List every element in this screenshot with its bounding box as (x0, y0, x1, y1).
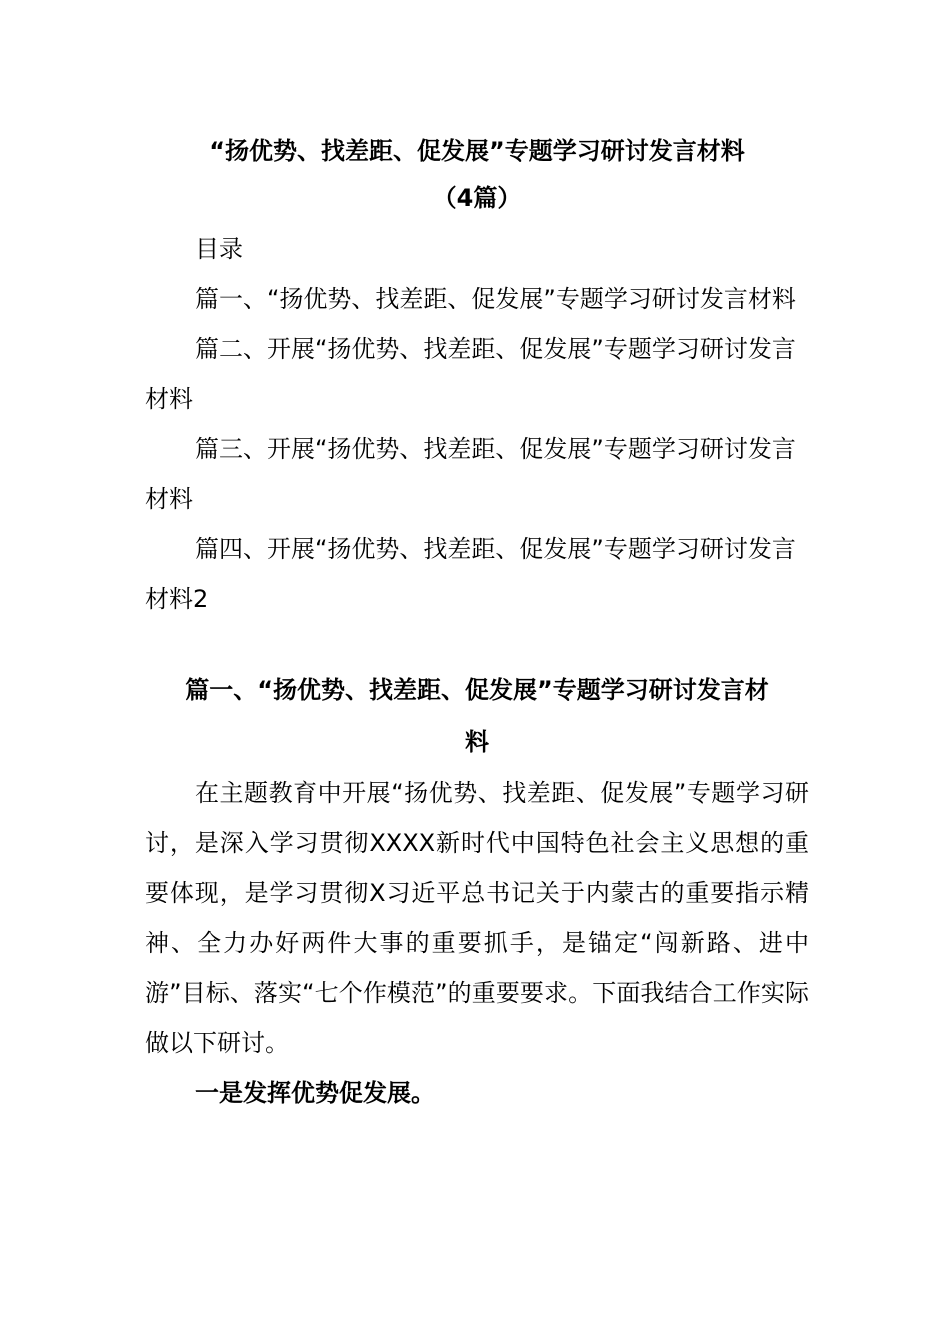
document-title-line1: “扬优势、找差距、促发展”专题学习研讨发言材料 (209, 137, 745, 165)
toc-item-2: 篇二、开展“扬优势、找差距、促发展”专题学习研讨发言材料 (145, 335, 796, 413)
document-title (145, 128, 809, 222)
section-title-line2: 料 (465, 728, 489, 756)
section-title (145, 664, 809, 768)
body-paragraph: 在主题教育中开展“扬优势、找差距、促发展”专题学习研讨，是深入学习贯彻XXXX新时代中国特色社会主义思想的重要体现，是学习贯彻X习近平总书记关于内蒙古的重要指示精神、全力办好两件大事的重要抓手，是锚定“闯新路、进中游”目标、落实“七个作模范”的重要要求。下面我结合工作实际做以下研讨。 (145, 779, 809, 1057)
document-content (145, 128, 809, 1118)
table-of-contents (145, 224, 809, 624)
toc-item-1: 篇一、“扬优势、找差距、促发展”专题学习研讨发言材料 (195, 285, 796, 313)
sub-heading: 一是发挥优势促发展。 (195, 1079, 435, 1107)
section-title-line1: 篇一、“扬优势、找差距、促发展”专题学习研讨发言材 (185, 676, 769, 704)
toc-item-4: 篇四、开展“扬优势、找差距、促发展”专题学习研讨发言材料2 (145, 535, 796, 613)
toc-heading: 目录 (195, 235, 243, 263)
document-title-line2: （4篇） (432, 184, 522, 212)
toc-item-3: 篇三、开展“扬优势、找差距、促发展”专题学习研讨发言材料 (145, 435, 796, 513)
